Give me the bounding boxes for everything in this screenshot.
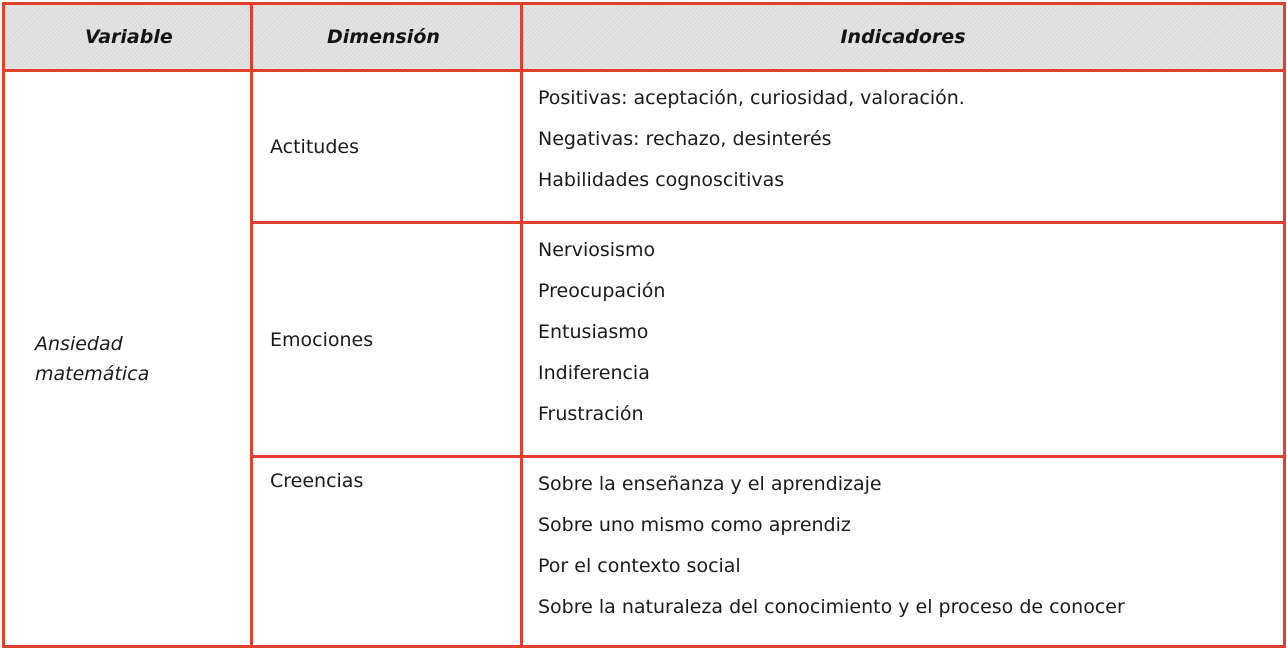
indicator-item: Nerviosismo — [538, 239, 656, 261]
variable-label-line1: Ansiedad — [35, 332, 123, 355]
dimension-cell-creencias: Creencias — [252, 457, 522, 647]
indicator-item: Sobre la naturaleza del conocimiento y el proceso de conocer — [538, 596, 1125, 618]
indicator-item: Por el contexto social — [538, 555, 741, 577]
indicator-item: Preocupación — [538, 280, 666, 302]
table-row — [4, 71, 1285, 223]
indicator-item: Entusiasmo — [538, 321, 649, 343]
indicator-item: Sobre la enseñanza y el aprendizaje — [538, 473, 882, 495]
variable-cell — [4, 71, 252, 647]
indicators-cell-emociones — [522, 223, 1285, 457]
indicators-cell-creencias — [522, 457, 1285, 647]
indicator-item: Habilidades cognoscitivas — [538, 169, 785, 191]
header-row — [4, 4, 1285, 71]
header-indicators: Indicadores — [522, 4, 1285, 71]
dimension-cell-actitudes: Actitudes — [252, 71, 522, 223]
variable-label-line2: matemática — [35, 362, 150, 385]
indicator-item: Negativas: rechazo, desinterés — [538, 128, 832, 150]
indicator-item: Frustración — [538, 403, 644, 425]
header-variable: Variable — [4, 4, 252, 71]
header-dimension: Dimensión — [252, 4, 522, 71]
indicator-item: Sobre uno mismo como aprendiz — [538, 514, 851, 536]
indicator-item: Indiferencia — [538, 362, 650, 384]
indicators-cell-actitudes — [522, 71, 1285, 223]
variables-table — [2, 2, 1286, 648]
dimension-cell-emociones: Emociones — [252, 223, 522, 457]
indicator-item: Positivas: aceptación, curiosidad, valoración. — [538, 87, 965, 109]
